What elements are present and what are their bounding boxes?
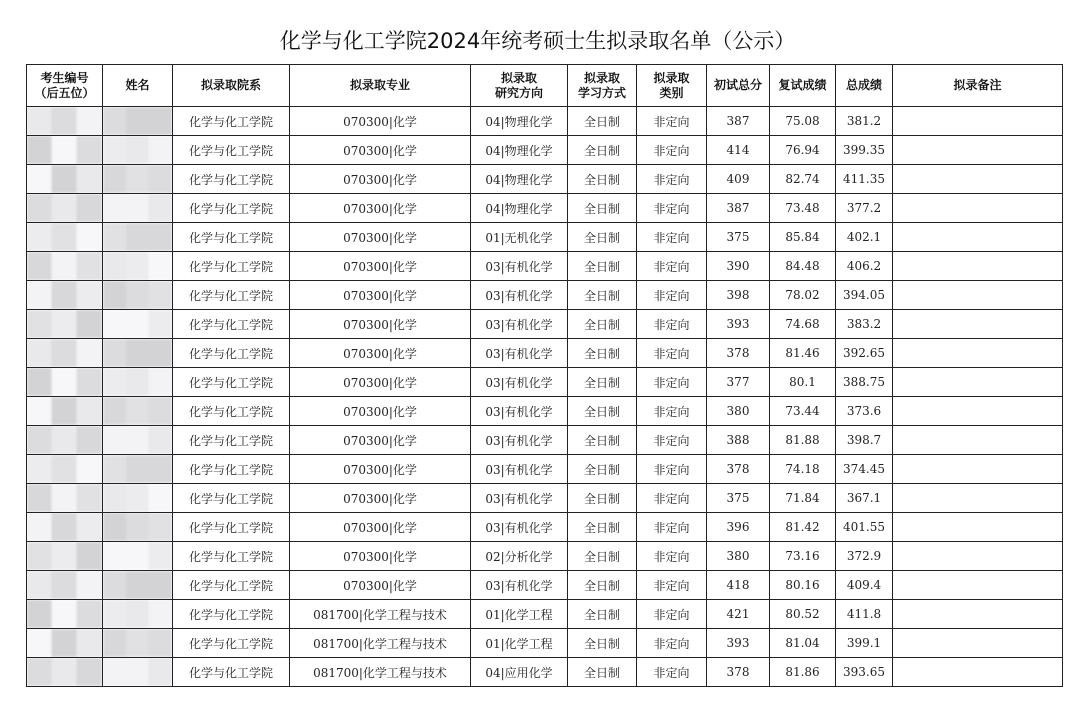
cell-category: 非定向 (637, 194, 707, 223)
header-name: 姓名 (103, 65, 173, 107)
cell-note (893, 252, 1063, 281)
redaction-mosaic (27, 397, 102, 425)
cell-name-redacted (103, 426, 173, 455)
table-row (27, 600, 1063, 629)
cell-major: 070300|化学 (290, 513, 471, 542)
cell-initial-score: 375 (707, 484, 770, 513)
cell-major: 070300|化学 (290, 368, 471, 397)
cell-department: 化学与化工学院 (173, 136, 290, 165)
cell-major: 070300|化学 (290, 542, 471, 571)
cell-note (893, 223, 1063, 252)
cell-total-score: 406.2 (836, 252, 893, 281)
cell-direction: 03|有机化学 (471, 455, 568, 484)
table-row (27, 107, 1063, 136)
cell-study-mode: 全日制 (568, 571, 637, 600)
cell-category: 非定向 (637, 629, 707, 658)
cell-direction: 03|有机化学 (471, 484, 568, 513)
cell-department: 化学与化工学院 (173, 339, 290, 368)
cell-category: 非定向 (637, 484, 707, 513)
cell-direction: 02|分析化学 (471, 542, 568, 571)
cell-direction: 01|化学工程 (471, 600, 568, 629)
cell-department: 化学与化工学院 (173, 281, 290, 310)
header-initial-score: 初试总分 (707, 65, 770, 107)
cell-total-score: 372.9 (836, 542, 893, 571)
cell-name-redacted (103, 136, 173, 165)
redaction-mosaic (103, 455, 172, 483)
cell-category: 非定向 (637, 426, 707, 455)
cell-name-redacted (103, 658, 173, 687)
cell-initial-score: 378 (707, 455, 770, 484)
redaction-mosaic (103, 513, 172, 541)
cell-note (893, 165, 1063, 194)
table-row (27, 629, 1063, 658)
cell-retest-score: 81.46 (770, 339, 836, 368)
cell-name-redacted (103, 107, 173, 136)
cell-exam-id-redacted (27, 455, 103, 484)
cell-exam-id-redacted (27, 629, 103, 658)
cell-exam-id-redacted (27, 194, 103, 223)
cell-note (893, 339, 1063, 368)
cell-initial-score: 396 (707, 513, 770, 542)
cell-retest-score: 75.08 (770, 107, 836, 136)
redaction-mosaic (27, 600, 102, 628)
cell-retest-score: 78.02 (770, 281, 836, 310)
cell-study-mode: 全日制 (568, 107, 637, 136)
cell-note (893, 310, 1063, 339)
cell-category: 非定向 (637, 397, 707, 426)
cell-note (893, 455, 1063, 484)
cell-note (893, 426, 1063, 455)
cell-retest-score: 84.48 (770, 252, 836, 281)
cell-direction: 01|无机化学 (471, 223, 568, 252)
table-row (27, 397, 1063, 426)
redaction-mosaic (27, 455, 102, 483)
cell-department: 化学与化工学院 (173, 542, 290, 571)
table-row (27, 426, 1063, 455)
cell-study-mode: 全日制 (568, 136, 637, 165)
cell-note (893, 194, 1063, 223)
cell-total-score: 383.2 (836, 310, 893, 339)
cell-note (893, 107, 1063, 136)
redaction-mosaic (103, 542, 172, 570)
cell-retest-score: 81.42 (770, 513, 836, 542)
table-row (27, 252, 1063, 281)
table-row (27, 658, 1063, 687)
cell-exam-id-redacted (27, 310, 103, 339)
cell-category: 非定向 (637, 339, 707, 368)
redaction-mosaic (103, 426, 172, 454)
cell-department: 化学与化工学院 (173, 426, 290, 455)
cell-study-mode: 全日制 (568, 600, 637, 629)
table-row (27, 165, 1063, 194)
cell-category: 非定向 (637, 281, 707, 310)
header-category: 拟录取 类别 (637, 65, 707, 107)
cell-department: 化学与化工学院 (173, 252, 290, 281)
table-row (27, 310, 1063, 339)
table-row (27, 571, 1063, 600)
cell-direction: 03|有机化学 (471, 397, 568, 426)
cell-exam-id-redacted (27, 513, 103, 542)
cell-total-score: 402.1 (836, 223, 893, 252)
redaction-mosaic (27, 281, 102, 309)
cell-retest-score: 80.16 (770, 571, 836, 600)
page-title: 化学与化工学院2024年统考硕士生拟录取名单（公示） (279, 29, 796, 53)
cell-study-mode: 全日制 (568, 658, 637, 687)
cell-total-score: 373.6 (836, 397, 893, 426)
cell-initial-score: 377 (707, 368, 770, 397)
cell-note (893, 658, 1063, 687)
cell-direction: 03|有机化学 (471, 426, 568, 455)
cell-study-mode: 全日制 (568, 194, 637, 223)
cell-exam-id-redacted (27, 107, 103, 136)
cell-name-redacted (103, 629, 173, 658)
cell-retest-score: 81.86 (770, 658, 836, 687)
cell-note (893, 629, 1063, 658)
cell-name-redacted (103, 194, 173, 223)
cell-retest-score: 73.48 (770, 194, 836, 223)
redaction-mosaic (27, 571, 102, 599)
cell-retest-score: 82.74 (770, 165, 836, 194)
cell-retest-score: 74.18 (770, 455, 836, 484)
cell-initial-score: 378 (707, 339, 770, 368)
table-row (27, 455, 1063, 484)
cell-study-mode: 全日制 (568, 368, 637, 397)
cell-note (893, 368, 1063, 397)
cell-department: 化学与化工学院 (173, 368, 290, 397)
cell-department: 化学与化工学院 (173, 455, 290, 484)
cell-note (893, 600, 1063, 629)
cell-direction: 04|物理化学 (471, 194, 568, 223)
cell-retest-score: 73.44 (770, 397, 836, 426)
cell-initial-score: 398 (707, 281, 770, 310)
cell-total-score: 401.55 (836, 513, 893, 542)
cell-initial-score: 418 (707, 571, 770, 600)
table-row (27, 136, 1063, 165)
header-department: 拟录取院系 (173, 65, 290, 107)
redaction-mosaic (103, 397, 172, 425)
cell-exam-id-redacted (27, 281, 103, 310)
redaction-mosaic (103, 484, 172, 512)
cell-study-mode: 全日制 (568, 165, 637, 194)
cell-name-redacted (103, 165, 173, 194)
cell-initial-score: 388 (707, 426, 770, 455)
header-retest-score: 复试成绩 (770, 65, 836, 107)
cell-total-score: 399.1 (836, 629, 893, 658)
cell-initial-score: 387 (707, 107, 770, 136)
cell-exam-id-redacted (27, 542, 103, 571)
cell-category: 非定向 (637, 455, 707, 484)
cell-major: 070300|化学 (290, 484, 471, 513)
cell-major: 081700|化学工程与技术 (290, 658, 471, 687)
cell-study-mode: 全日制 (568, 223, 637, 252)
cell-department: 化学与化工学院 (173, 571, 290, 600)
table-row (27, 281, 1063, 310)
cell-major: 070300|化学 (290, 194, 471, 223)
cell-name-redacted (103, 368, 173, 397)
cell-major: 070300|化学 (290, 310, 471, 339)
cell-direction: 04|物理化学 (471, 107, 568, 136)
cell-direction: 01|化学工程 (471, 629, 568, 658)
cell-department: 化学与化工学院 (173, 223, 290, 252)
cell-total-score: 393.65 (836, 658, 893, 687)
cell-retest-score: 80.1 (770, 368, 836, 397)
cell-retest-score: 81.88 (770, 426, 836, 455)
cell-study-mode: 全日制 (568, 310, 637, 339)
cell-study-mode: 全日制 (568, 339, 637, 368)
cell-exam-id-redacted (27, 136, 103, 165)
cell-exam-id-redacted (27, 397, 103, 426)
redaction-mosaic (27, 107, 102, 135)
redaction-mosaic (103, 107, 172, 135)
header-direction: 拟录取 研究方向 (471, 65, 568, 107)
cell-name-redacted (103, 455, 173, 484)
cell-major: 081700|化学工程与技术 (290, 629, 471, 658)
redaction-mosaic (103, 600, 172, 628)
redaction-mosaic (103, 368, 172, 396)
cell-total-score: 398.7 (836, 426, 893, 455)
cell-study-mode: 全日制 (568, 455, 637, 484)
cell-department: 化学与化工学院 (173, 484, 290, 513)
cell-category: 非定向 (637, 223, 707, 252)
cell-category: 非定向 (637, 310, 707, 339)
cell-retest-score: 74.68 (770, 310, 836, 339)
redaction-mosaic (27, 136, 102, 164)
cell-department: 化学与化工学院 (173, 165, 290, 194)
cell-note (893, 542, 1063, 571)
cell-name-redacted (103, 223, 173, 252)
cell-category: 非定向 (637, 165, 707, 194)
cell-exam-id-redacted (27, 165, 103, 194)
cell-category: 非定向 (637, 571, 707, 600)
cell-direction: 04|物理化学 (471, 165, 568, 194)
redaction-mosaic (27, 484, 102, 512)
cell-initial-score: 375 (707, 223, 770, 252)
table-row (27, 194, 1063, 223)
cell-retest-score: 85.84 (770, 223, 836, 252)
cell-initial-score: 393 (707, 310, 770, 339)
redaction-mosaic (103, 571, 172, 599)
admission-table (26, 64, 1063, 687)
cell-exam-id-redacted (27, 223, 103, 252)
cell-major: 070300|化学 (290, 426, 471, 455)
cell-department: 化学与化工学院 (173, 107, 290, 136)
cell-total-score: 399.35 (836, 136, 893, 165)
cell-initial-score: 390 (707, 252, 770, 281)
table-row (27, 368, 1063, 397)
cell-study-mode: 全日制 (568, 629, 637, 658)
cell-category: 非定向 (637, 368, 707, 397)
cell-initial-score: 380 (707, 397, 770, 426)
redaction-mosaic (27, 426, 102, 454)
cell-name-redacted (103, 397, 173, 426)
cell-category: 非定向 (637, 136, 707, 165)
cell-initial-score: 414 (707, 136, 770, 165)
cell-department: 化学与化工学院 (173, 513, 290, 542)
cell-name-redacted (103, 310, 173, 339)
redaction-mosaic (103, 281, 172, 309)
cell-department: 化学与化工学院 (173, 658, 290, 687)
cell-retest-score: 71.84 (770, 484, 836, 513)
redaction-mosaic (103, 252, 172, 280)
cell-department: 化学与化工学院 (173, 397, 290, 426)
cell-name-redacted (103, 571, 173, 600)
redaction-mosaic (27, 165, 102, 193)
cell-department: 化学与化工学院 (173, 600, 290, 629)
table-row (27, 339, 1063, 368)
cell-study-mode: 全日制 (568, 484, 637, 513)
redaction-mosaic (27, 194, 102, 222)
cell-major: 070300|化学 (290, 455, 471, 484)
cell-major: 070300|化学 (290, 281, 471, 310)
redaction-mosaic (27, 658, 102, 686)
cell-initial-score: 378 (707, 658, 770, 687)
cell-study-mode: 全日制 (568, 542, 637, 571)
cell-total-score: 394.05 (836, 281, 893, 310)
cell-major: 081700|化学工程与技术 (290, 600, 471, 629)
cell-name-redacted (103, 339, 173, 368)
cell-retest-score: 80.52 (770, 600, 836, 629)
cell-initial-score: 393 (707, 629, 770, 658)
cell-note (893, 281, 1063, 310)
table-row (27, 542, 1063, 571)
redaction-mosaic (27, 542, 102, 570)
cell-total-score: 411.8 (836, 600, 893, 629)
cell-name-redacted (103, 281, 173, 310)
cell-exam-id-redacted (27, 339, 103, 368)
cell-study-mode: 全日制 (568, 252, 637, 281)
header-note: 拟录备注 (893, 65, 1063, 107)
cell-retest-score: 76.94 (770, 136, 836, 165)
cell-name-redacted (103, 484, 173, 513)
redaction-mosaic (103, 629, 172, 657)
cell-direction: 03|有机化学 (471, 571, 568, 600)
table-row (27, 513, 1063, 542)
cell-major: 070300|化学 (290, 136, 471, 165)
header-total-score: 总成绩 (836, 65, 893, 107)
redaction-mosaic (27, 252, 102, 280)
cell-note (893, 513, 1063, 542)
cell-note (893, 571, 1063, 600)
redaction-mosaic (27, 339, 102, 367)
redaction-mosaic (27, 513, 102, 541)
cell-category: 非定向 (637, 600, 707, 629)
cell-major: 070300|化学 (290, 165, 471, 194)
cell-category: 非定向 (637, 542, 707, 571)
cell-category: 非定向 (637, 107, 707, 136)
cell-category: 非定向 (637, 658, 707, 687)
cell-total-score: 374.45 (836, 455, 893, 484)
cell-name-redacted (103, 513, 173, 542)
cell-initial-score: 380 (707, 542, 770, 571)
cell-exam-id-redacted (27, 658, 103, 687)
cell-category: 非定向 (637, 252, 707, 281)
cell-department: 化学与化工学院 (173, 194, 290, 223)
cell-exam-id-redacted (27, 368, 103, 397)
cell-note (893, 136, 1063, 165)
cell-department: 化学与化工学院 (173, 629, 290, 658)
cell-study-mode: 全日制 (568, 281, 637, 310)
table-body (27, 107, 1063, 687)
cell-name-redacted (103, 542, 173, 571)
cell-direction: 03|有机化学 (471, 281, 568, 310)
cell-note (893, 397, 1063, 426)
cell-total-score: 409.4 (836, 571, 893, 600)
cell-direction: 03|有机化学 (471, 513, 568, 542)
cell-category: 非定向 (637, 513, 707, 542)
redaction-mosaic (103, 310, 172, 338)
cell-exam-id-redacted (27, 571, 103, 600)
redaction-mosaic (103, 194, 172, 222)
cell-major: 070300|化学 (290, 339, 471, 368)
cell-total-score: 381.2 (836, 107, 893, 136)
redaction-mosaic (27, 368, 102, 396)
cell-exam-id-redacted (27, 484, 103, 513)
cell-initial-score: 421 (707, 600, 770, 629)
cell-exam-id-redacted (27, 426, 103, 455)
cell-total-score: 377.2 (836, 194, 893, 223)
cell-study-mode: 全日制 (568, 513, 637, 542)
cell-exam-id-redacted (27, 600, 103, 629)
redaction-mosaic (103, 165, 172, 193)
cell-direction: 03|有机化学 (471, 339, 568, 368)
cell-name-redacted (103, 600, 173, 629)
cell-study-mode: 全日制 (568, 397, 637, 426)
cell-major: 070300|化学 (290, 107, 471, 136)
cell-direction: 03|有机化学 (471, 368, 568, 397)
cell-initial-score: 387 (707, 194, 770, 223)
cell-name-redacted (103, 252, 173, 281)
table-row (27, 223, 1063, 252)
cell-retest-score: 81.04 (770, 629, 836, 658)
cell-total-score: 388.75 (836, 368, 893, 397)
cell-major: 070300|化学 (290, 252, 471, 281)
redaction-mosaic (27, 310, 102, 338)
cell-total-score: 411.35 (836, 165, 893, 194)
cell-total-score: 392.65 (836, 339, 893, 368)
cell-direction: 04|应用化学 (471, 658, 568, 687)
cell-exam-id-redacted (27, 252, 103, 281)
header-study-mode: 拟录取 学习方式 (568, 65, 637, 107)
cell-direction: 04|物理化学 (471, 136, 568, 165)
cell-retest-score: 73.16 (770, 542, 836, 571)
cell-initial-score: 409 (707, 165, 770, 194)
cell-major: 070300|化学 (290, 223, 471, 252)
cell-total-score: 367.1 (836, 484, 893, 513)
cell-major: 070300|化学 (290, 571, 471, 600)
cell-department: 化学与化工学院 (173, 310, 290, 339)
redaction-mosaic (103, 136, 172, 164)
header-exam-id: 考生编号 （后五位） (27, 65, 103, 107)
cell-direction: 03|有机化学 (471, 252, 568, 281)
cell-study-mode: 全日制 (568, 426, 637, 455)
redaction-mosaic (103, 658, 172, 686)
redaction-mosaic (27, 223, 102, 251)
redaction-mosaic (27, 629, 102, 657)
redaction-mosaic (103, 339, 172, 367)
redaction-mosaic (103, 223, 172, 251)
table-header-row (27, 65, 1063, 107)
header-major: 拟录取专业 (290, 65, 471, 107)
table-row (27, 484, 1063, 513)
cell-direction: 03|有机化学 (471, 310, 568, 339)
cell-note (893, 484, 1063, 513)
cell-major: 070300|化学 (290, 397, 471, 426)
